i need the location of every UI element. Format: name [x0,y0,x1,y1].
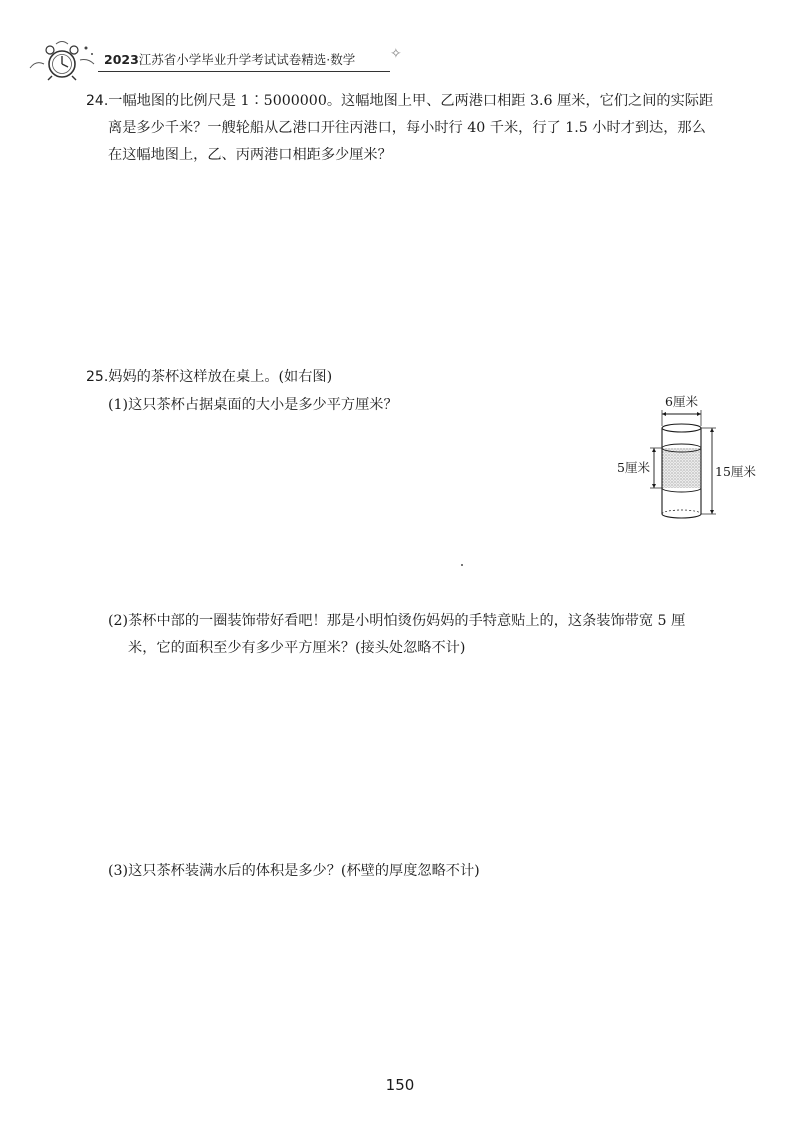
cup-bottom-edge [662,514,701,518]
alarm-clock-logo-icon [22,38,104,82]
header-year: 2023 [104,52,139,67]
page-number: 150 [385,1076,415,1094]
question-25-part-1: (1)这只茶杯占据桌面的大小是多少平方厘米？ [108,397,398,413]
question-25-intro [86,364,332,391]
question-24-number: 24. [86,93,109,109]
question-25-part-3: (3)这只茶杯装满水后的体积是多少？(杯壁的厚度忽略不计) [108,863,480,879]
header-title [104,50,355,68]
question-24-line-3: 在这幅地图上，乙、丙两港口相距多少厘米？ [108,147,392,163]
header-rule [98,71,390,72]
question-25-part-2-line-1: (2)茶杯中部的一圈装饰带好看吧！那是小明怕烫伤妈妈的手特意贴上的，这条装饰带宽 5 厘 [108,613,686,629]
cup-bottom-hidden-edge [662,510,701,514]
question-24 [86,88,713,169]
teacup-cylinder-figure [602,388,760,532]
header-title-text: 江苏省小学毕业升学考试试卷精选·数学 [138,52,356,67]
star-decoration-icon: ✧ [390,46,402,62]
question-25-part-2 [108,608,685,662]
question-25-part-2-line-2: 米，它的面积至少有多少平方厘米？(接头处忽略不计) [128,640,466,656]
question-24-text-1: 一幅地图的比例尺是 1∶5000000。这幅地图上甲、乙两港口相距 3.6 厘米，它们之间的实际距 [108,93,714,109]
question-24-line-2: 离是多少千米？一艘轮船从乙港口开往丙港口，每小时行 40 千米，行了 1.5 小时才到达，那么 [108,120,706,136]
decoration-band [662,448,701,488]
band-bottom-edge [662,488,701,492]
question-25-number: 25. [86,369,109,385]
question-25-intro-text: 妈妈的茶杯这样放在桌上。(如右图) [108,369,333,385]
scan-speck [461,564,463,566]
band-width-label: 5厘米 [617,460,650,475]
diameter-label: 6厘米 [665,394,698,409]
cup-top-ellipse [662,424,701,432]
question-24-line-1 [86,88,713,115]
height-label: 15厘米 [715,464,756,479]
page-header [22,38,402,82]
